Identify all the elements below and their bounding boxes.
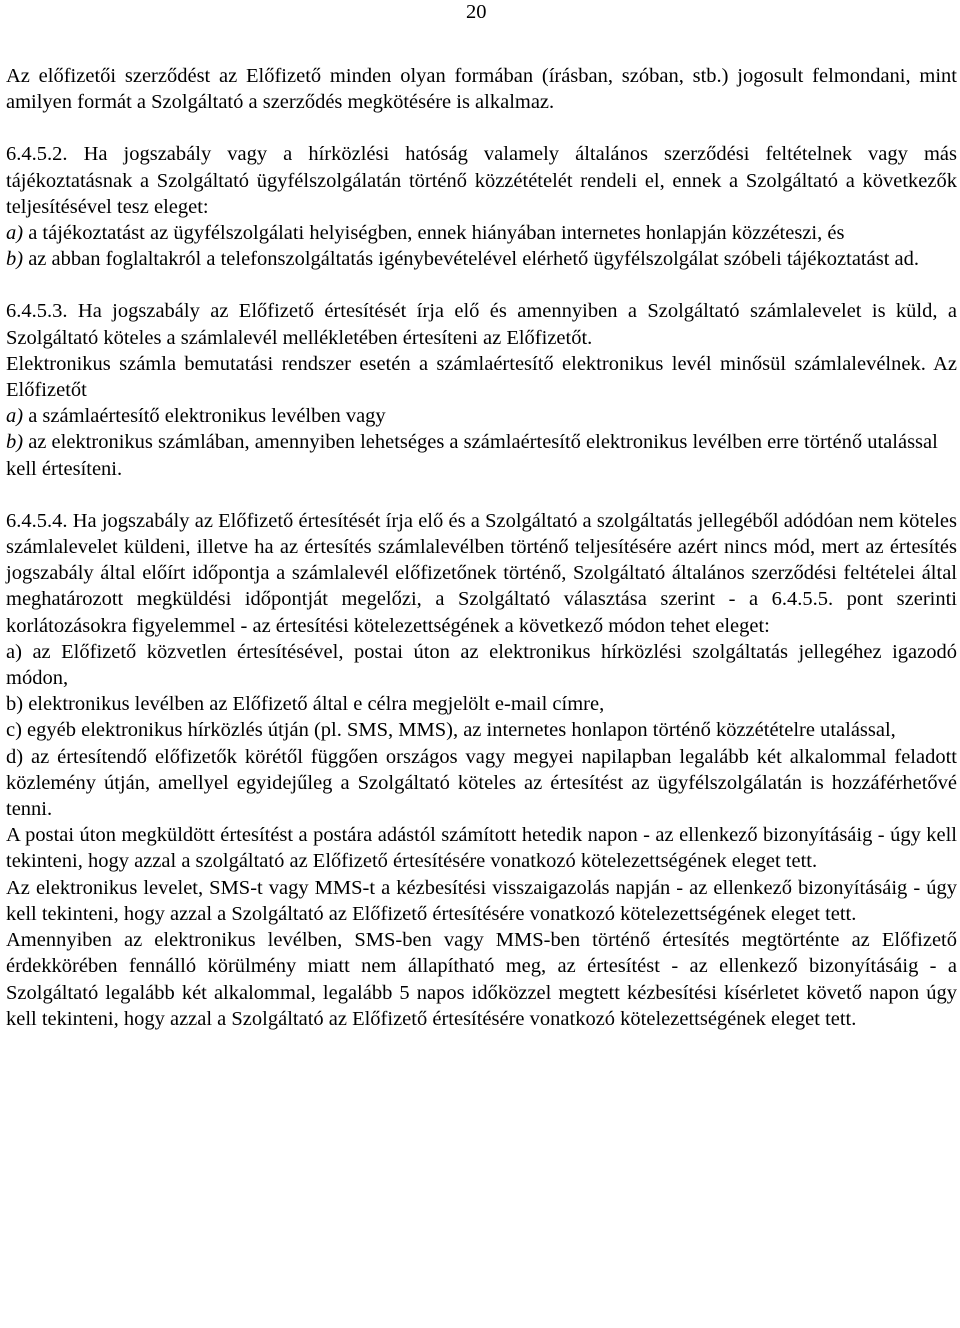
- section-6-4-5-4-intro: 6.4.5.4. Ha jogszabály az Előfizető értesítését írja elő és a Szolgáltató a szolgáltatás jellegéből adódóan nem köteles számlalevelet küldeni, illetve ha az értesítés számlalevélben történő teljesítésére azért nincs mód, mert az értesítés jogszabály által előírt időpontja a számlalevél előfizetőnek történő, Szolgáltató általános szerződési feltételei által meghatározott megküldési időpontját megelőzi, a Szolgáltató választása szerint - a 6.4.5.5. pont szerinti korlátozásokra figyelemmel - az értesítési kötelezettségének a következő módon tehet eleget:: [6, 509, 957, 637]
- section-6-4-5-4-failed-delivery-paragraph: Amennyiben az elektronikus levélben, SMS-ben vagy MMS-ben történő értesítés megtörténte az Előfizető érdekkörében fennálló körülmény miatt nem állapítható meg, az értesítést - az ellenkező bizonyításáig - a Szolgáltató legalább két alkalommal, legalább 5 napos időközzel megtett kézbesítési kísérletet követő napon úgy kell tekinteni, hogy azzal a Szolgáltató az Előfizető értesítésére vonatkozó kötelezettségének eleget tett.: [6, 929, 957, 1030]
- document-body: [6, 63, 957, 1032]
- item-a-text: a tájékoztatást az ügyfélszolgálati helyiségben, ennek hiányában internetes honlapján közzéteszi, és: [23, 222, 845, 245]
- item-a-label: a): [6, 405, 24, 428]
- item-a-text: a számlaértesítő elektronikus levélben vagy: [23, 405, 386, 428]
- section-6-4-5-3: [6, 298, 957, 481]
- paragraph-termination: Az előfizetői szerződést az Előfizető minden olyan formában (írásban, szóban, stb.) jogosult felmondani, mint amilyen formát a Szolgáltató a szerződés megkötésére is alkalmaz.: [6, 65, 957, 114]
- section-6-4-5-3-item-a: [6, 403, 957, 429]
- section-6-4-5-3-end: kell értesíteni.: [6, 457, 123, 480]
- section-6-4-5-4-electronic-paragraph: Az elektronikus levelet, SMS-t vagy MMS-t a kézbesítési visszaigazolás napján - az ellenkező bizonyításáig - úgy kell tekinteni, hogy azzal a Szolgáltató az Előfizető értesítésére vonatkozó kötelezettségének eleget tett.: [6, 876, 957, 925]
- item-b-label: b): [6, 248, 24, 271]
- section-6-4-5-3-paragraph: Elektronikus számla bemutatási rendszer esetén a számlaértesítő elektronikus levél minősül számlalevélnek. Az Előfizetőt: [6, 352, 957, 402]
- section-6-4-5-4-item-a: a) az Előfizető közvetlen értesítésével, postai úton az elektronikus hírközlési szolgáltatás jellegéhez igazodó módon,: [6, 640, 957, 690]
- section-6-4-5-2: [6, 141, 957, 272]
- item-b-text: az elektronikus számlában, amennyiben lehetséges a számlaértesítő elektronikus levélben erre történő utalással: [23, 431, 938, 454]
- section-6-4-5-4-item-c: c) egyéb elektronikus hírközlés útján (pl. SMS, MMS), az internetes honlapon történő közzétételre utalással,: [6, 719, 896, 742]
- spacer: [6, 115, 957, 141]
- section-6-4-5-2-item-b: [6, 246, 957, 272]
- section-6-4-5-3-intro: 6.4.5.3. Ha jogszabály az Előfizető értesítését írja elő és amennyiben a Szolgáltató számlalevelet is küld, a Szolgáltató köteles a számlalevél mellékletében értesíteni az Előfizetőt.: [6, 300, 957, 349]
- section-6-4-5-4-item-d: d) az értesítendő előfizetők körétől függően országos vagy megyei napilapban legalább két alkalommal feladott közlemény útján, amellyel egyidejűleg a Szolgáltató köteles az értesítést az ügyfélszolgálatán is hozzáférhetővé tenni.: [6, 745, 957, 821]
- spacer: [6, 272, 957, 298]
- section-6-4-5-4-item-b: b) elektronikus levélben az Előfizető által e célra megjelölt e-mail címre,: [6, 693, 605, 716]
- section-6-4-5-4: [6, 508, 957, 1032]
- section-6-4-5-3-item-b: [6, 429, 957, 455]
- section-6-4-5-2-intro: 6.4.5.2. Ha jogszabály vagy a hírközlési hatóság valamely általános szerződési feltételnek vagy más tájékoztatásnak a Szolgáltató ügyfélszolgálatán történő közzétételét rendeli el, ennek a Szolgáltató a következők teljesítésével tesz eleget:: [6, 143, 957, 218]
- item-b-label: b): [6, 431, 24, 454]
- section-6-4-5-2-item-a: [6, 220, 957, 246]
- item-a-label: a): [6, 222, 24, 245]
- page-number: 20: [466, 1, 487, 23]
- item-b-text: az abban foglaltakról a telefonszolgáltatás igénybevételével elérhető ügyfélszolgálat szóbeli tájékoztatást ad.: [23, 248, 919, 271]
- spacer: [6, 482, 957, 508]
- section-6-4-5-4-postal-paragraph: A postai úton megküldött értesítést a postára adástól számított hetedik napon - az ellenkező bizonyításáig - úgy kell tekinteni, hogy azzal a szolgáltató az Előfizető értesítésére vonatkozó kötelezettségének eleget tett.: [6, 824, 957, 873]
